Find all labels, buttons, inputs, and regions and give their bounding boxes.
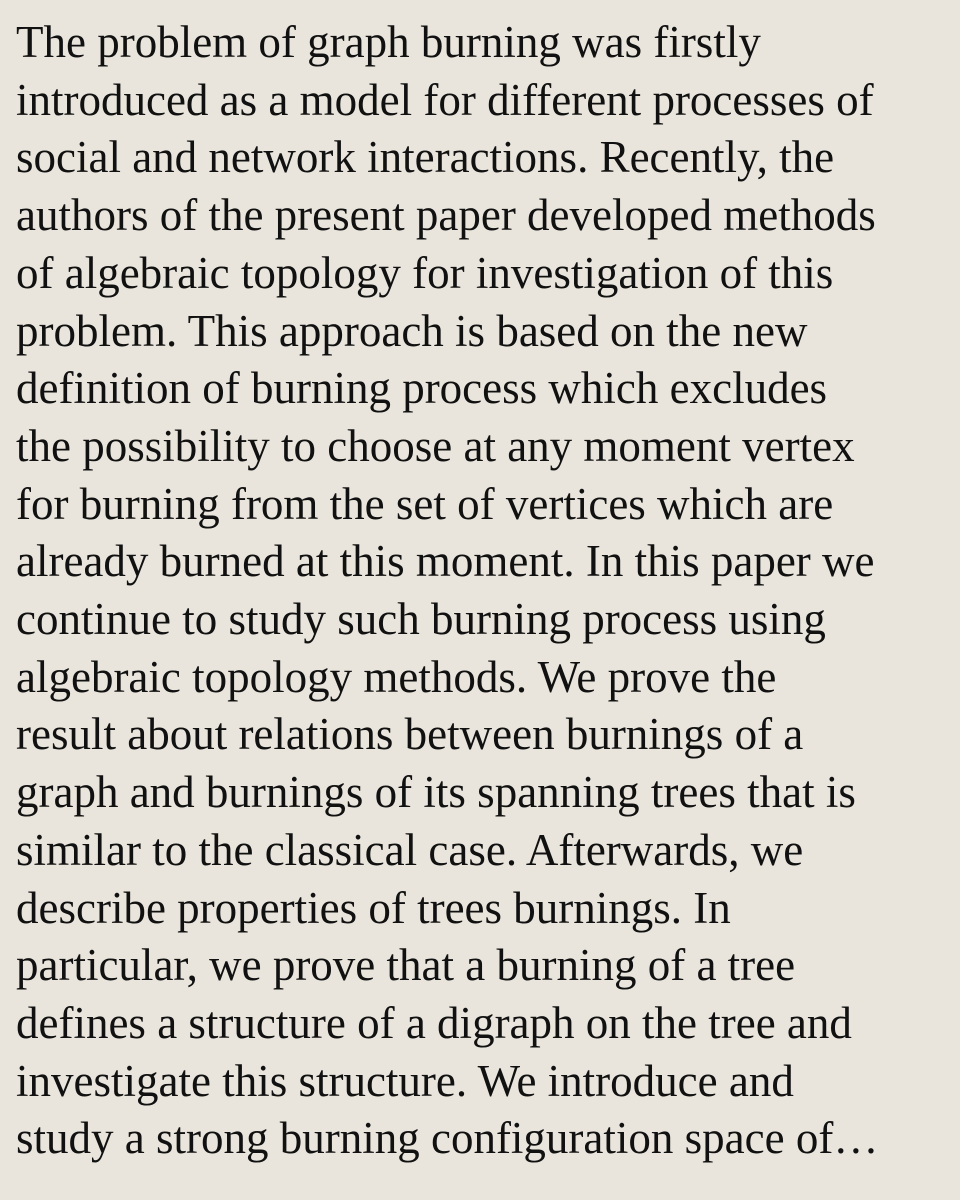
abstract-line: definition of burning process which excludes [16, 363, 828, 414]
abstract-line: of algebraic topology for investigation of this [16, 247, 834, 298]
abstract-line: describe properties of trees burnings. In [16, 882, 731, 933]
abstract-line: graph and burnings of its spanning trees that is [16, 767, 856, 818]
abstract-line: result about relations between burnings of a [16, 709, 804, 760]
abstract-line: already burned at this moment. In this paper we [16, 536, 875, 587]
abstract-line: study a strong burning configuration space of… [16, 1113, 879, 1164]
abstract-line: particular, we prove that a burning of a tree [16, 940, 796, 991]
abstract-line: similar to the classical case. Afterwards, we [16, 824, 804, 875]
abstract-line: the possibility to choose at any moment vertex [16, 420, 855, 471]
abstract-line: The problem of graph burning was firstly [16, 17, 761, 67]
abstract-line: problem. This approach is based on the new [16, 305, 808, 356]
abstract-line: defines a structure of a digraph on the tree and [16, 997, 852, 1048]
abstract-line: authors of the present paper developed methods [16, 190, 876, 241]
abstract-text [16, 14, 944, 1168]
abstract-line: continue to study such burning process using [16, 594, 826, 645]
abstract-line: social and network interactions. Recently, the [16, 132, 835, 183]
abstract-line: introduced as a model for different processes of [16, 74, 874, 125]
abstract-line: for burning from the set of vertices which are [16, 478, 834, 529]
abstract-line: investigate this structure. We introduce and [16, 1055, 794, 1106]
abstract-line: algebraic topology methods. We prove the [16, 651, 777, 702]
